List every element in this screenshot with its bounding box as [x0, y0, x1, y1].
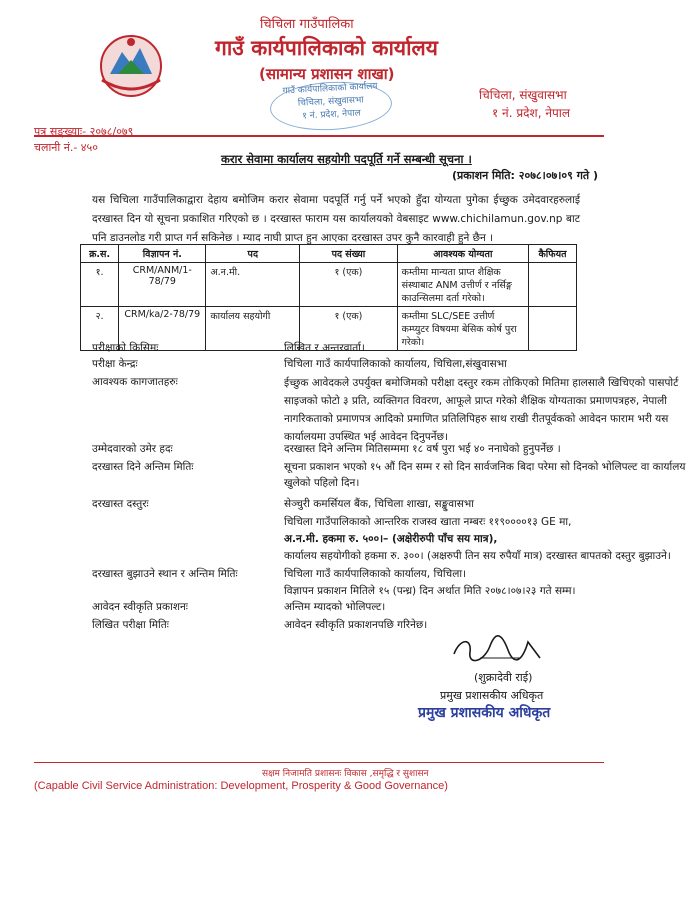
- table-cell: कम्तीमा SLC/SEE उत्तीर्ण कम्प्युटर विषयमा बेसिक कोर्ष पुरा गरेको।: [397, 307, 528, 351]
- detail-label: दरखास्त दिने अन्तिम मितिः: [92, 461, 194, 473]
- detail-value: चिचिला गाउँ कार्यपालिकाको कार्यालय, चिचिला।: [284, 568, 467, 580]
- table-cell: कम्तीमा मान्यता प्राप्त शैक्षिक संस्थाबाट ANM उत्तीर्ण र नर्सिङ्ग काउन्सिलमा दर्ता गरेको।: [397, 263, 528, 307]
- footer-motto: सक्षम निजामति प्रशासनः विकास ,समृद्धि र सुशासन: [262, 769, 429, 779]
- table-cell: २.: [81, 307, 119, 351]
- org-name: चिचिला गाउँपालिका: [260, 17, 354, 32]
- office-stamp: गाउँ कार्यपालिकाको कार्यालय चिचिला, संखुवासभा १ नं. प्रदेश, नेपाल: [269, 79, 393, 133]
- detail-value: चिचिला गाउँपालिकाको आन्तरिक राजस्व खाता नम्बरः ११९००००१३ GE मा,: [284, 516, 572, 528]
- col-header: विज्ञापन नं.: [119, 245, 206, 263]
- notice-body: यस चिचिला गाउँपालिकाद्वारा देहाय बमोजिम करार सेवामा पदपूर्ति गर्नु पर्ने भएको हुँदा योग्यता पुगेका ईच्छुक उमेदवारहरुलाई दरखास्त दिन यो सूचना प्रकाशित गरिएको छ । दरखास्त फाराम यस कार्यालयको वेबसाइट www.chichilamun.gov.np बाट पनि डाउनलोड गरी प्राप्त गर्न सकिनेछ । म्याद नाघी प्राप्त हुन आएका दरखास्त उपर कुनै कारवाही हुने छैन ।: [92, 194, 580, 244]
- detail-value: विज्ञापन प्रकाशन मितिले १५ (पन्ध्र) दिन अर्थात मिति २०७८।०७।२३ गते सम्म।: [284, 585, 576, 597]
- signatory-name: (शुक्रादेवी राई): [474, 671, 533, 684]
- detail-label: लिखित परीक्षा मितिः: [92, 619, 169, 631]
- branch-title: (सामान्य प्रशासन शाखा): [259, 65, 395, 83]
- table-cell: १ (एक): [300, 307, 398, 351]
- detail-label: आवेदन स्वीकृति प्रकाशनः: [92, 601, 188, 613]
- table-cell: CRM/ka/2-78/79: [119, 307, 206, 351]
- detail-label: उम्मेदवारको उमेर हदः: [92, 443, 173, 455]
- signatory-designation: प्रमुख प्रशासकीय अधिकृत: [440, 689, 544, 702]
- office-title: गाउँ कार्यपालिकाको कार्यालय: [215, 36, 438, 60]
- detail-value: लिखित र अन्तरवार्ता।: [284, 342, 365, 354]
- detail-label: परीक्षा केन्द्रः: [92, 358, 138, 370]
- detail-value: चिचिला गाउँ कार्यपालिकाको कार्यालय, चिचिला,संखुवासभा: [284, 358, 507, 370]
- detail-label: दरखास्त दस्तुरः: [92, 498, 149, 510]
- detail-value: अन्तिम म्यादको भोलिपल्ट।: [284, 601, 386, 613]
- detail-value: कार्यालय सहयोगीको हकमा रु. ३००। (अक्षरुपी तिन सय रुपैयाँ मात्र) दरखास्त बापतको दस्तुर बुझाउने।: [284, 550, 671, 562]
- dispatch-number: चलानी नं.- ४५०: [34, 141, 98, 154]
- table-cell: अ.न.मी.: [206, 263, 300, 307]
- col-header: कैफियत: [529, 245, 577, 263]
- detail-label: परीक्षाको किसिमः: [92, 342, 159, 354]
- col-header: पद: [206, 245, 300, 263]
- table-cell: CRM/ANM/1-78/79: [119, 263, 206, 307]
- table-cell: [529, 263, 577, 307]
- detail-value: दरखास्त दिने अन्तिम मितिसम्ममा १८ वर्ष पुरा भई ४० ननाघेको हुनुपर्नेछ ।: [284, 443, 561, 455]
- table-cell: १.: [81, 263, 119, 307]
- address-line-1: चिचिला, संखुवासभा: [479, 88, 567, 102]
- table-cell: कार्यालय सहयोगी: [206, 307, 300, 351]
- address-line-2: १ नं. प्रदेश, नेपाल: [492, 106, 571, 120]
- col-header: पद संख्या: [300, 245, 398, 263]
- footer-divider: [34, 762, 604, 763]
- designation-stamp: प्रमुख प्रशासकीय अधिकृत: [418, 705, 551, 721]
- publication-date: (प्रकाशन मिति: २०७८।०७।०९ गते ): [452, 169, 599, 182]
- table-row: [81, 263, 577, 307]
- col-header: आवश्यक योग्यता: [397, 245, 528, 263]
- col-header: क्र.स.: [81, 245, 119, 263]
- footer-english-motto: (Capable Civil Service Administration: Development, Prosperity & Good Governance): [34, 780, 448, 792]
- detail-value: ईच्छुक आवेदकले उपर्युक्त बमोजिमको परीक्षा दस्तुर रकम तोकिएको मितिमा हालसालै खिचिएको पासपोर्ट साइजको फोटो ३ प्रति, व्यक्तिगत विवरण, आफूले प्राप्त गरेको शैक्षिक योग्यताका प्रमाणपत्रहरु, नेपाली नागरिकताको प्रमाणपत्र आदिको प्रमाणित प्रतिलिपिहरु साथ राखी रीतपूर्वकको आवेदन फाराम भरी यस कार्यालयमा उपस्थित भई आवेदन दिनुपर्नेछ।: [284, 377, 679, 443]
- table-cell: १ (एक): [300, 263, 398, 307]
- vacancy-table: [80, 244, 577, 351]
- table-header-row: [81, 245, 577, 263]
- detail-value: आवेदन स्वीकृति प्रकाशनपछि गरिनेछ।: [284, 619, 428, 631]
- detail-value: सेञ्चुरी कमर्सियल बैंक, चिचिला शाखा, सङ्खुवासभा: [284, 498, 474, 510]
- detail-label: दरखास्त बुझाउने स्थान र अन्तिम मितिः: [92, 568, 238, 580]
- notice-subject: करार सेवामा कार्यालय सहयोगी पदपूर्ति गर्ने सम्बन्धी सूचना ।: [221, 152, 472, 166]
- ref-number: पत्र सङ्ख्याः- २०७८/०७९: [34, 125, 134, 138]
- detail-value: अ.न.मी. हकमा रु. ५००।– (अक्षेरीरुपी पाँच सय मात्र),: [284, 533, 498, 545]
- signature-image: [450, 628, 545, 668]
- detail-label: आवश्यक कागजातहरुः: [92, 376, 178, 388]
- header-divider: [34, 135, 604, 137]
- detail-value: सूचना प्रकाशन भएको १५ औं दिन सम्म र सो दिन सार्वजनिक बिदा परेमा सो दिनको भोलिपल्ट वा कार्यालय खुलेको पहिलो दिन।: [284, 461, 686, 489]
- nepal-emblem-logo: [92, 30, 170, 102]
